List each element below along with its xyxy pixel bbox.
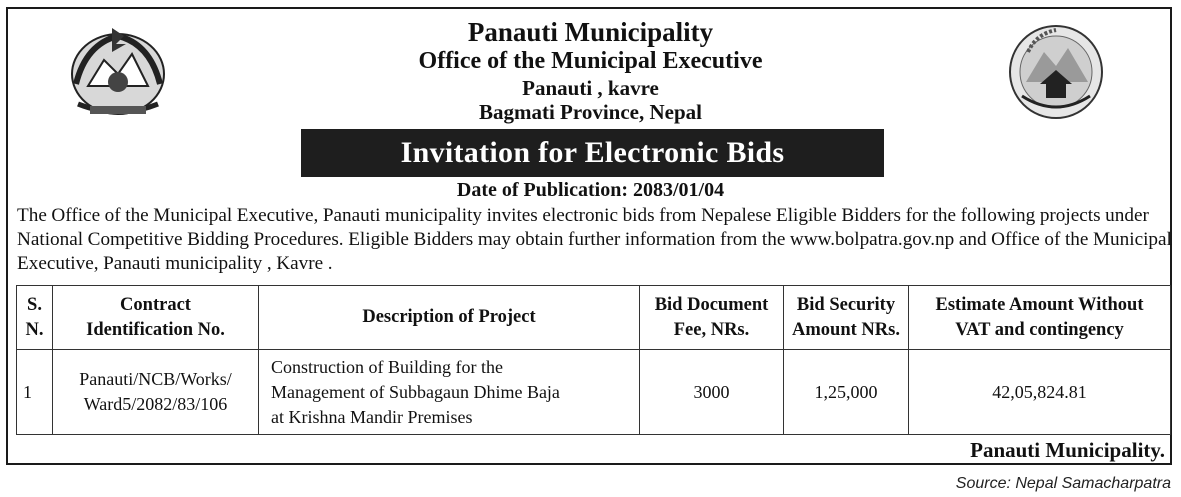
row-bid-security: 1,25,000	[784, 350, 909, 435]
municipality-name: Panauti Municipality	[467, 17, 714, 47]
header-fee-line1: Bid Document	[654, 294, 769, 315]
header-sn-line2: N.	[25, 319, 44, 340]
office-name: Office of the Municipal Executive	[418, 48, 763, 74]
bids-table	[16, 285, 1171, 435]
province-name: Bagmati Province, Nepal	[478, 100, 702, 124]
header-fee-line2: Fee, NRs.	[673, 319, 750, 340]
header-contract-line1: Contract	[120, 294, 191, 315]
row-sn: 1	[17, 350, 53, 435]
signoff: Panauti Municipality.	[970, 438, 1165, 462]
header-contract-line2: Identification No.	[86, 319, 225, 340]
table-row	[17, 350, 1171, 435]
header-sn-line1: S.	[27, 294, 42, 315]
office-location: Panauti , kavre	[522, 76, 659, 100]
row-description-line2: Management of Subbagaun Dhime Baja	[271, 381, 560, 402]
header-bid-fee	[640, 286, 784, 350]
header-security-line1: Bid Security	[796, 294, 896, 315]
header-sn	[17, 286, 53, 350]
header-contract-id	[53, 286, 259, 350]
row-contract-line2: Ward5/2082/83/106	[83, 394, 228, 414]
publication-date: Date of Publication: 2083/01/04	[456, 179, 725, 201]
row-description-line3: at Krishna Mandir Premises	[271, 406, 473, 427]
row-bid-fee: 3000	[640, 350, 784, 435]
intro-paragraph: The Office of the Municipal Executive, Panauti municipality invites electronic bids from Nepalese Eligible Bidders for the following projects under National Competitive Bidding Procedures. Eligible Bidders may obtain further information from the www.bolpatra.gov.np and Office of the Municipal Executive, Panauti municipality , Kavre .	[17, 205, 1172, 274]
header-estimate	[909, 286, 1171, 350]
header-bid-security	[784, 286, 909, 350]
notice-title-banner: Invitation for Electronic Bids	[301, 129, 884, 177]
row-description	[259, 350, 640, 435]
source-credit: Source: Nepal Samacharpatra	[955, 475, 1171, 492]
row-description-line1: Construction of Building for the	[271, 356, 503, 377]
row-contract-id	[53, 350, 259, 435]
table-header-row	[17, 286, 1171, 350]
row-estimate: 42,05,824.81	[909, 350, 1171, 435]
header-description: Description of Project	[259, 286, 640, 350]
header-estimate-line1: Estimate Amount Without	[935, 294, 1144, 315]
header-security-line2: Amount NRs.	[792, 319, 900, 340]
row-contract-line1: Panauti/NCB/Works/	[79, 369, 232, 389]
header-estimate-line2: VAT and contingency	[955, 319, 1124, 340]
